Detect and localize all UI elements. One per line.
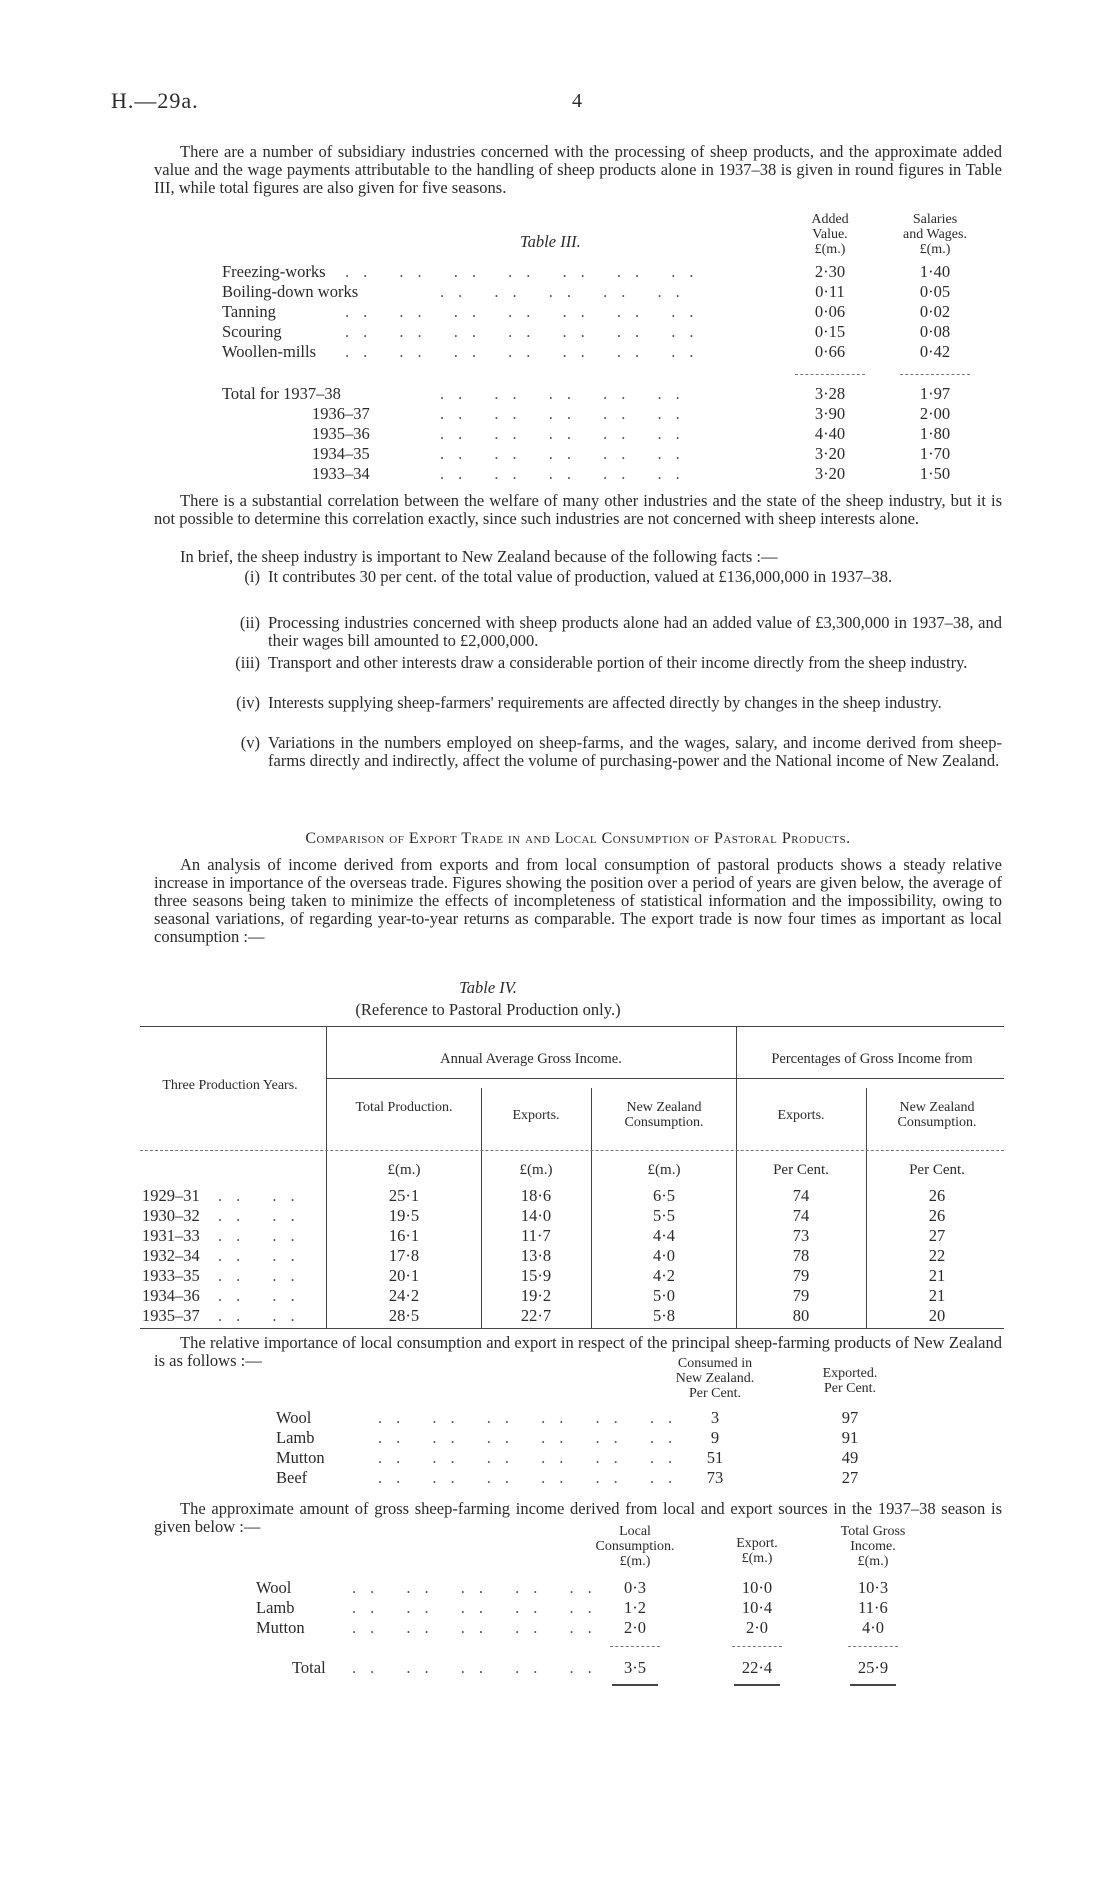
wages-value: 0·08 <box>919 322 951 341</box>
exported-percent: 49 <box>841 1448 859 1467</box>
units-row <box>0 1162 1114 1182</box>
table-row <box>0 342 1114 362</box>
added-value: 3·20 <box>814 444 846 463</box>
table-row <box>0 1206 1114 1226</box>
exports-percent: 78 <box>792 1246 810 1265</box>
analysis-paragraph: An analysis of income derived from exports and from local consumption of pastoral products shows a steady relative increase in importance of the overseas trade. Figures showing the position over a period of years are given below, the average of three seasons being taken to minimize the effects of incompleteness of statistical information and the impossibility, owing to seasonal variations, of regarding year-to-year returns as comparable. The export trade is now four times as important as local consumption :— <box>154 855 1002 946</box>
header-line: Income. <box>850 1539 896 1554</box>
table-row <box>0 1286 1114 1306</box>
nz-consumption-value: 5·0 <box>653 1286 675 1305</box>
table3-caption: Table III. <box>520 232 581 251</box>
list-label: (v) <box>240 733 260 752</box>
added-value: 4·40 <box>814 424 846 443</box>
row-label: 1936–37 <box>312 404 370 423</box>
leader-dots: .. .. .. .. .. .. .. <box>345 302 708 321</box>
table-row <box>0 1186 1114 1206</box>
export-value: 10·4 <box>741 1598 773 1617</box>
nz-consumption-value: 6·5 <box>653 1186 675 1205</box>
rule <box>734 1684 780 1686</box>
list-text: Processing industries concerned with sheep products alone had an added value of £3,300,000 in 1937–38, and their wages bill amounted to £2,000,000. <box>268 613 1002 650</box>
table-row <box>0 1226 1114 1246</box>
table-row <box>0 282 1114 302</box>
row-label: Boiling-down works <box>222 282 359 301</box>
added-value: 0·66 <box>814 342 846 361</box>
years-label: 1933–35 <box>142 1266 200 1285</box>
col-header: Exports. <box>777 1108 825 1123</box>
nz-consumption-percent: 21 <box>928 1266 946 1285</box>
header-line: Total Gross <box>840 1524 906 1539</box>
consumed-percent: 9 <box>710 1428 720 1447</box>
row-label: 1934–35 <box>312 444 370 463</box>
nz-consumption-value: 5·8 <box>653 1306 675 1325</box>
unit-label: £(m.) <box>387 1162 421 1178</box>
product-label: Mutton <box>256 1618 305 1637</box>
export-total: 22·4 <box>741 1658 773 1677</box>
leader-dots: .. .. <box>218 1226 309 1245</box>
table3-added-header <box>790 212 870 257</box>
years-label: 1934–36 <box>142 1286 200 1305</box>
table-row <box>0 1408 1114 1428</box>
exports-percent: 80 <box>792 1306 810 1325</box>
wages-value: 0·42 <box>919 342 951 361</box>
leader-dots: .. .. .. .. .. .. .. <box>345 262 708 281</box>
product-label: Wool <box>256 1578 292 1597</box>
wages-value: 0·02 <box>919 302 951 321</box>
local-value: 1·2 <box>624 1598 646 1617</box>
export-value: 10·0 <box>741 1578 773 1597</box>
years-label: 1932–34 <box>142 1246 200 1265</box>
approx-paragraph: The approximate amount of gross sheep-farming income derived from local and export sources in the 1937–38 season is given below :— <box>154 1499 1002 1536</box>
col-header: Exports. <box>512 1108 560 1123</box>
nz-consumption-value: 5·5 <box>653 1206 675 1225</box>
leader-dots: .. .. .. .. .. <box>440 282 694 301</box>
exports-value: 13·8 <box>520 1246 552 1265</box>
wages-value: 1·50 <box>919 464 951 483</box>
total-production-value: 19·5 <box>388 1206 420 1225</box>
row-label: Scouring <box>222 322 282 341</box>
nz-consumption-percent: 20 <box>928 1306 946 1325</box>
leader-dots: .. .. .. .. .. .. <box>378 1448 687 1467</box>
row-label: Woollen-mills <box>222 342 316 361</box>
exports-value: 19·2 <box>520 1286 552 1305</box>
list-text: It contributes 30 per cent. of the total value of production, valued at £136,000,000 in 1937–38. <box>268 567 893 586</box>
leader-dots: .. .. .. .. .. <box>440 424 694 443</box>
leader-dots: .. .. <box>218 1266 309 1285</box>
leader-dots: .. .. .. .. .. <box>440 464 694 483</box>
list-text: Transport and other interests draw a considerable portion of their income directly from the sheep industry. <box>268 653 968 672</box>
header-line: Value. <box>812 227 848 242</box>
unit-label: Per Cent. <box>909 1162 965 1178</box>
list-label: (i) <box>244 567 260 586</box>
local-header <box>580 1524 690 1569</box>
exported-percent: 91 <box>841 1428 859 1447</box>
col-header: New Zealand Consumption. <box>624 1100 704 1130</box>
table-row <box>0 262 1114 282</box>
exported-header <box>800 1366 900 1396</box>
col-header: New Zealand Consumption. <box>897 1100 977 1130</box>
product-label: Wool <box>276 1408 312 1427</box>
table-row <box>0 464 1114 484</box>
leader-dots: .. .. .. .. .. <box>440 444 694 463</box>
rule <box>850 1684 896 1686</box>
row-label: Freezing-works <box>222 262 326 281</box>
local-total: 3·5 <box>624 1658 646 1677</box>
consumed-percent: 3 <box>710 1408 720 1427</box>
relative-paragraph: The relative importance of local consumption and export in respect of the principal sheep-farming products of New Zealand is as follows :— <box>154 1333 1002 1370</box>
rule <box>900 374 970 375</box>
header-line: £(m.) <box>919 242 951 257</box>
header-line: Per Cent. <box>688 1386 742 1401</box>
exports-percent: 79 <box>792 1286 810 1305</box>
header-line: Salaries <box>912 212 958 227</box>
leader-dots: .. .. .. .. .. <box>352 1598 606 1617</box>
nz-consumption-value: 4·2 <box>653 1266 675 1285</box>
header-line: £(m.) <box>619 1554 651 1569</box>
total-production-value: 25·1 <box>388 1186 420 1205</box>
list-label: (ii) <box>239 613 260 632</box>
group-header-percentages: Percentages of Gross Income from <box>771 1051 973 1067</box>
leader-dots: .. .. <box>218 1206 309 1225</box>
table-row <box>0 1598 1114 1618</box>
consumed-percent: 73 <box>706 1468 724 1487</box>
table-rule <box>326 1078 1004 1079</box>
table4-subcaption: (Reference to Pastoral Production only.) <box>355 1000 621 1019</box>
header-line: Export. <box>736 1536 778 1551</box>
table-row <box>0 302 1114 322</box>
brief-intro: In brief, the sheep industry is important to New Zealand because of the following facts :— <box>180 547 778 566</box>
header-line: Consumed in <box>677 1356 753 1371</box>
nz-consumption-value: 4·0 <box>653 1246 675 1265</box>
product-label: Beef <box>276 1468 308 1487</box>
total-value: 11·6 <box>858 1598 888 1617</box>
consumed-header <box>660 1356 770 1401</box>
added-value: 3·20 <box>814 464 846 483</box>
table-rule <box>140 1328 1004 1329</box>
nz-consumption-percent: 26 <box>928 1206 946 1225</box>
table-rule <box>140 1150 1004 1151</box>
list-label: (iii) <box>235 653 260 672</box>
exports-value: 14·0 <box>520 1206 552 1225</box>
total-row <box>0 1658 1114 1678</box>
nz-consumption-percent: 22 <box>928 1246 946 1265</box>
leader-dots: .. .. .. .. .. <box>440 384 694 403</box>
header-line: £(m.) <box>857 1554 889 1569</box>
rule <box>612 1684 658 1686</box>
group-header-income: Annual Average Gross Income. <box>440 1051 622 1067</box>
product-label: Lamb <box>256 1598 295 1617</box>
nz-consumption-percent: 26 <box>928 1186 946 1205</box>
table-row <box>0 1448 1114 1468</box>
table-rule <box>140 1026 1004 1027</box>
table-row <box>0 1428 1114 1448</box>
leader-dots: .. .. <box>218 1186 309 1205</box>
exports-value: 15·9 <box>520 1266 552 1285</box>
row-label: Total for 1937–38 <box>222 384 341 403</box>
added-value: 2·30 <box>814 262 846 281</box>
added-value: 0·15 <box>814 322 846 341</box>
leader-dots: .. .. <box>218 1286 309 1305</box>
total-value: 4·0 <box>862 1618 884 1637</box>
leader-dots: .. .. .. .. .. .. <box>378 1408 687 1427</box>
intro-paragraph: There are a number of subsidiary industries concerned with the processing of sheep products, and the approximate added value and the wage payments attributable to the handling of sheep products alone in 1937–38 is given in round figures in Table III, while total figures are also given for five seasons. <box>154 142 1002 197</box>
list-label: (iv) <box>236 693 260 712</box>
table-row <box>0 424 1114 444</box>
row-label: 1933–34 <box>312 464 370 483</box>
total-production-value: 16·1 <box>388 1226 420 1245</box>
rule <box>795 374 865 375</box>
exports-percent: 74 <box>792 1206 810 1225</box>
leader-dots: .. .. .. .. .. .. <box>378 1468 687 1487</box>
export-value: 2·0 <box>746 1618 768 1637</box>
table-row <box>0 1246 1114 1266</box>
years-label: 1929–31 <box>142 1186 200 1205</box>
table-row <box>0 1266 1114 1286</box>
header-line: Consumption. <box>595 1539 675 1554</box>
leader-dots: .. .. .. .. .. .. .. <box>345 342 708 361</box>
total-gross-header <box>818 1524 928 1569</box>
total-production-value: 24·2 <box>388 1286 420 1305</box>
list-text: Interests supplying sheep-farmers' requirements are affected directly by changes in the sheep industry. <box>268 693 942 712</box>
exports-value: 18·6 <box>520 1186 552 1205</box>
header-line: £(m.) <box>741 1551 773 1566</box>
row-label: Tanning <box>222 302 276 321</box>
grand-total: 25·9 <box>857 1658 889 1677</box>
wages-value: 1·40 <box>919 262 951 281</box>
leader-dots: .. .. .. .. .. .. .. <box>345 322 708 341</box>
product-label: Mutton <box>276 1448 325 1467</box>
exported-percent: 27 <box>841 1468 859 1487</box>
unit-label: £(m.) <box>647 1162 681 1178</box>
wages-value: 1·97 <box>919 384 951 403</box>
stub-header: Three Production Years. <box>162 1078 298 1093</box>
rule <box>732 1646 782 1647</box>
consumed-percent: 51 <box>706 1448 724 1467</box>
wages-value: 2·00 <box>919 404 951 423</box>
added-value: 0·06 <box>814 302 846 321</box>
leader-dots: .. .. .. .. .. <box>440 404 694 423</box>
table3-wages-header <box>880 212 990 257</box>
added-value: 3·28 <box>814 384 846 403</box>
years-label: 1931–33 <box>142 1226 200 1245</box>
nz-consumption-percent: 21 <box>928 1286 946 1305</box>
leader-dots: .. .. .. .. .. <box>352 1658 606 1677</box>
header-line: Per Cent. <box>823 1381 877 1396</box>
col-header: Total Production. <box>355 1100 453 1115</box>
table-row <box>0 322 1114 342</box>
page-number: 4 <box>572 90 582 112</box>
list-text: Variations in the numbers employed on sheep-farms, and the wages, salary, and income derived from sheep-farms directly and indirectly, affect the volume of purchasing-power and the National income of New Zealand. <box>268 733 1002 770</box>
table-row <box>0 404 1114 424</box>
table-row <box>0 1306 1114 1326</box>
rule <box>848 1646 898 1647</box>
header-line: Exported. <box>822 1366 878 1381</box>
correlation-paragraph: There is a substantial correlation between the welfare of many other industries and the state of the sheep industry, but it is not possible to determine this correlation exactly, since such industries are not concerned with sheep interests alone. <box>154 491 1002 528</box>
leader-dots: .. .. .. .. .. .. <box>378 1428 687 1447</box>
header-line: Added <box>811 212 849 227</box>
exports-percent: 79 <box>792 1266 810 1285</box>
exports-value: 11·7 <box>521 1226 551 1245</box>
local-value: 0·3 <box>624 1578 646 1597</box>
table-row <box>0 1618 1114 1638</box>
table4-caption: Table IV. <box>459 978 517 997</box>
leader-dots: .. .. <box>218 1306 309 1325</box>
unit-label: Per Cent. <box>773 1162 829 1178</box>
leader-dots: .. .. <box>218 1246 309 1265</box>
header-line: New Zealand. <box>675 1371 755 1386</box>
total-production-value: 28·5 <box>388 1306 420 1325</box>
header-line: £(m.) <box>814 242 846 257</box>
exports-percent: 73 <box>792 1226 810 1245</box>
unit-label: £(m.) <box>519 1162 553 1178</box>
table-row <box>0 384 1114 404</box>
header-line: and Wages. <box>903 227 967 242</box>
local-value: 2·0 <box>624 1618 646 1637</box>
document-code: H.—29a. <box>111 88 199 113</box>
years-label: 1935–37 <box>142 1306 200 1325</box>
leader-dots: .. .. .. .. .. <box>352 1578 606 1597</box>
nz-consumption-percent: 27 <box>928 1226 946 1245</box>
exports-value: 22·7 <box>520 1306 552 1325</box>
nz-consumption-value: 4·4 <box>653 1226 675 1245</box>
table-row <box>0 444 1114 464</box>
table-row <box>0 1468 1114 1488</box>
total-value: 10·3 <box>857 1578 889 1597</box>
total-production-value: 17·8 <box>388 1246 420 1265</box>
header-line: Local <box>619 1524 651 1539</box>
row-label: 1935–36 <box>312 424 370 443</box>
added-value: 3·90 <box>814 404 846 423</box>
exported-percent: 97 <box>841 1408 859 1427</box>
total-label: Total <box>292 1658 326 1677</box>
total-production-value: 20·1 <box>388 1266 420 1285</box>
wages-value: 1·70 <box>919 444 951 463</box>
table-row <box>0 1578 1114 1598</box>
section-heading: Comparison of Export Trade in and Local Consumption of Pastoral Products. <box>305 830 851 847</box>
years-label: 1930–32 <box>142 1206 200 1225</box>
exports-percent: 74 <box>792 1186 810 1205</box>
rule <box>610 1646 660 1647</box>
added-value: 0·11 <box>815 282 845 301</box>
export-header <box>712 1536 802 1566</box>
product-label: Lamb <box>276 1428 315 1447</box>
wages-value: 1·80 <box>919 424 951 443</box>
leader-dots: .. .. .. .. .. <box>352 1618 606 1637</box>
wages-value: 0·05 <box>919 282 951 301</box>
